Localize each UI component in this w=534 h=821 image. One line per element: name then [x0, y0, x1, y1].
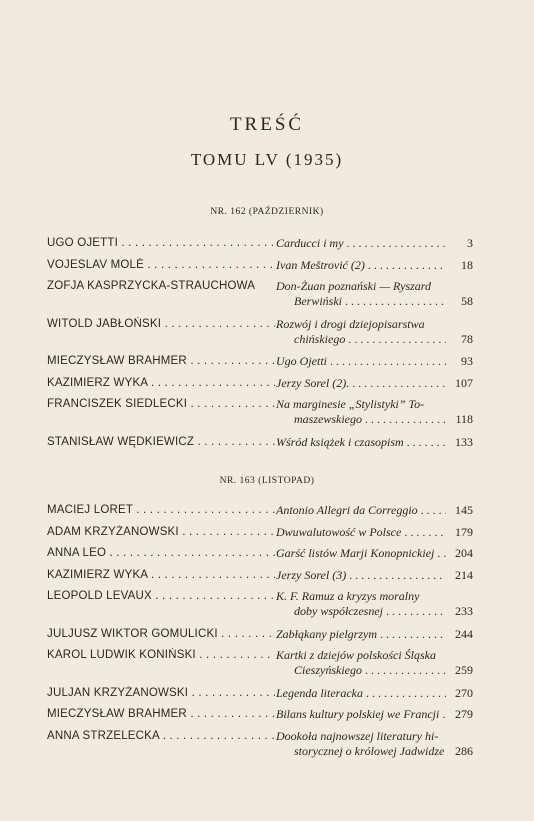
entry-title-line: Dookoła najnowszej literatury hi-	[276, 728, 439, 743]
entry-author: KAZIMIERZ WYKA . . .	[47, 376, 275, 391]
entry-title	[276, 627, 446, 642]
entry-title	[276, 279, 446, 309]
entry-title-line: Na marginesie „Stylistyki” To-	[276, 397, 425, 411]
entry-author: STANISŁAW WĘDKIEWICZ . . .	[47, 435, 275, 450]
entry-page-number: 145	[455, 503, 473, 517]
entry-page-number: 279	[455, 707, 473, 721]
entry-page-number: 58	[461, 294, 473, 308]
entry-title-line: Don-Żuan poznański — Ryszard	[276, 279, 432, 293]
entry-author: UGO OJETTI . . .	[47, 236, 275, 251]
entry-page-number: 270	[455, 685, 473, 700]
entry-title-line: Antonio Allegri da Correggio . . .	[276, 503, 446, 518]
entry-author: VOJESLAV MOLÈ . . .	[47, 258, 275, 273]
entry-title-line: Zabłąkany pielgrzym . . .	[276, 627, 446, 642]
entry-page-number: 204	[455, 546, 473, 560]
entry-title-line: chińskiego . . .	[276, 332, 446, 347]
entry-page-number: 78	[461, 331, 473, 346]
entry-title-line: Rozwój i drogi dziejopisarstwa	[276, 316, 425, 331]
entry-title-line: Carducci i my . . .	[276, 236, 446, 251]
entry-title-line: K. F. Ramuz a kryzys moralny	[276, 589, 420, 603]
entry-title-line: Garść listów Marji Konopnickiej . . .	[276, 546, 446, 561]
entry-title-line: Jerzy Sorel (3) . . .	[276, 568, 446, 583]
entry-page-number: 118	[455, 412, 473, 426]
entry-title-line: maszewskiego . . .	[276, 412, 446, 427]
entry-title-line: Ugo Ojetti . . .	[276, 354, 446, 369]
entry-title	[276, 354, 446, 369]
volume-subtitle: TOMU LV (1935)	[190, 150, 344, 169]
entry-page-number: 107	[455, 375, 473, 390]
entry-author: ZOFJA KASPRZYCKA-STRAUCHOWA	[47, 280, 256, 292]
entry-author: KAROL LUDWIK KONIŃSKI . . .	[47, 648, 275, 663]
entry-title	[276, 236, 446, 251]
entry-author: JULJAN KRZYŻANOWSKI . . .	[47, 686, 275, 701]
entry-title	[276, 707, 446, 722]
entry-page-number: 93	[461, 354, 473, 368]
entry-author: JULJUSZ WIKTOR GOMULICKI . . .	[47, 627, 275, 642]
entry-page-number: 214	[455, 567, 473, 582]
entry-title-line: doby współczesnej . . .	[276, 604, 446, 619]
entry-title	[276, 568, 446, 583]
entry-page-number: 133	[455, 434, 473, 449]
entry-title-line: Ivan Meštrović (2) . . .	[276, 258, 446, 273]
entry-page-number: 244	[455, 626, 473, 641]
section-heading: NR. 162 (PAŹDZIERNIK)	[210, 207, 324, 217]
entry-author: ANNA LEO . . .	[47, 546, 275, 561]
entry-title	[276, 397, 446, 427]
entry-page-number: 233	[455, 604, 473, 618]
entry-author: LEOPOLD LEVAUX . . .	[47, 589, 275, 604]
entry-title	[276, 546, 446, 561]
entry-title-line: Berwiński . . .	[276, 294, 446, 309]
entry-title-line: Cieszyńskiego . . .	[276, 663, 446, 678]
entry-title	[276, 258, 446, 273]
entry-author: MIECZYSŁAW BRAHMER . . .	[47, 354, 275, 369]
entry-author: MACIEJ LORET . . .	[47, 503, 275, 518]
entry-author: MIECZYSŁAW BRAHMER . . .	[47, 707, 275, 722]
entry-author: WITOLD JABŁOŃSKI . . .	[47, 317, 275, 332]
entry-page-number: 286	[455, 743, 473, 758]
entry-title-line: Kartki z dziejów polskości Śląska	[276, 648, 436, 662]
entry-title	[276, 729, 446, 759]
section-heading: NR. 163 (LISTOPAD)	[219, 476, 315, 486]
entry-title	[276, 525, 446, 540]
entry-title	[276, 317, 446, 347]
entry-page-number: 3	[467, 236, 473, 250]
entry-title	[276, 435, 446, 450]
entry-title-line: Jerzy Sorel (2). . . .	[276, 376, 446, 391]
entry-page-number: 179	[455, 524, 473, 539]
entry-author: ANNA STRZELECKA . . .	[47, 729, 275, 744]
entry-title-line: storycznej o królowej Jadwidze . . .	[276, 744, 446, 759]
entry-title	[276, 503, 446, 518]
entry-title-line: Wśród książek i czasopism . . .	[276, 435, 446, 450]
entry-author: ADAM KRZYŻANOWSKI . . .	[47, 525, 275, 540]
entry-page-number: 18	[461, 257, 473, 272]
entry-title-line: Bilans kultury polskiej we Francji . . .	[276, 707, 446, 722]
entry-title-line: Dwuwalutowość w Polsce . . .	[276, 525, 446, 540]
entry-title	[276, 589, 446, 619]
entry-title	[276, 376, 446, 391]
entry-title	[276, 686, 446, 701]
entry-title-line: Legenda literacka . . .	[276, 686, 446, 701]
entry-author: FRANCISZEK SIEDLECKI . . .	[47, 397, 275, 412]
page-title: TREŚĆ	[229, 114, 305, 135]
entry-author: KAZIMIERZ WYKA . . .	[47, 568, 275, 583]
entry-page-number: 259	[455, 663, 473, 677]
entry-title	[276, 648, 446, 678]
